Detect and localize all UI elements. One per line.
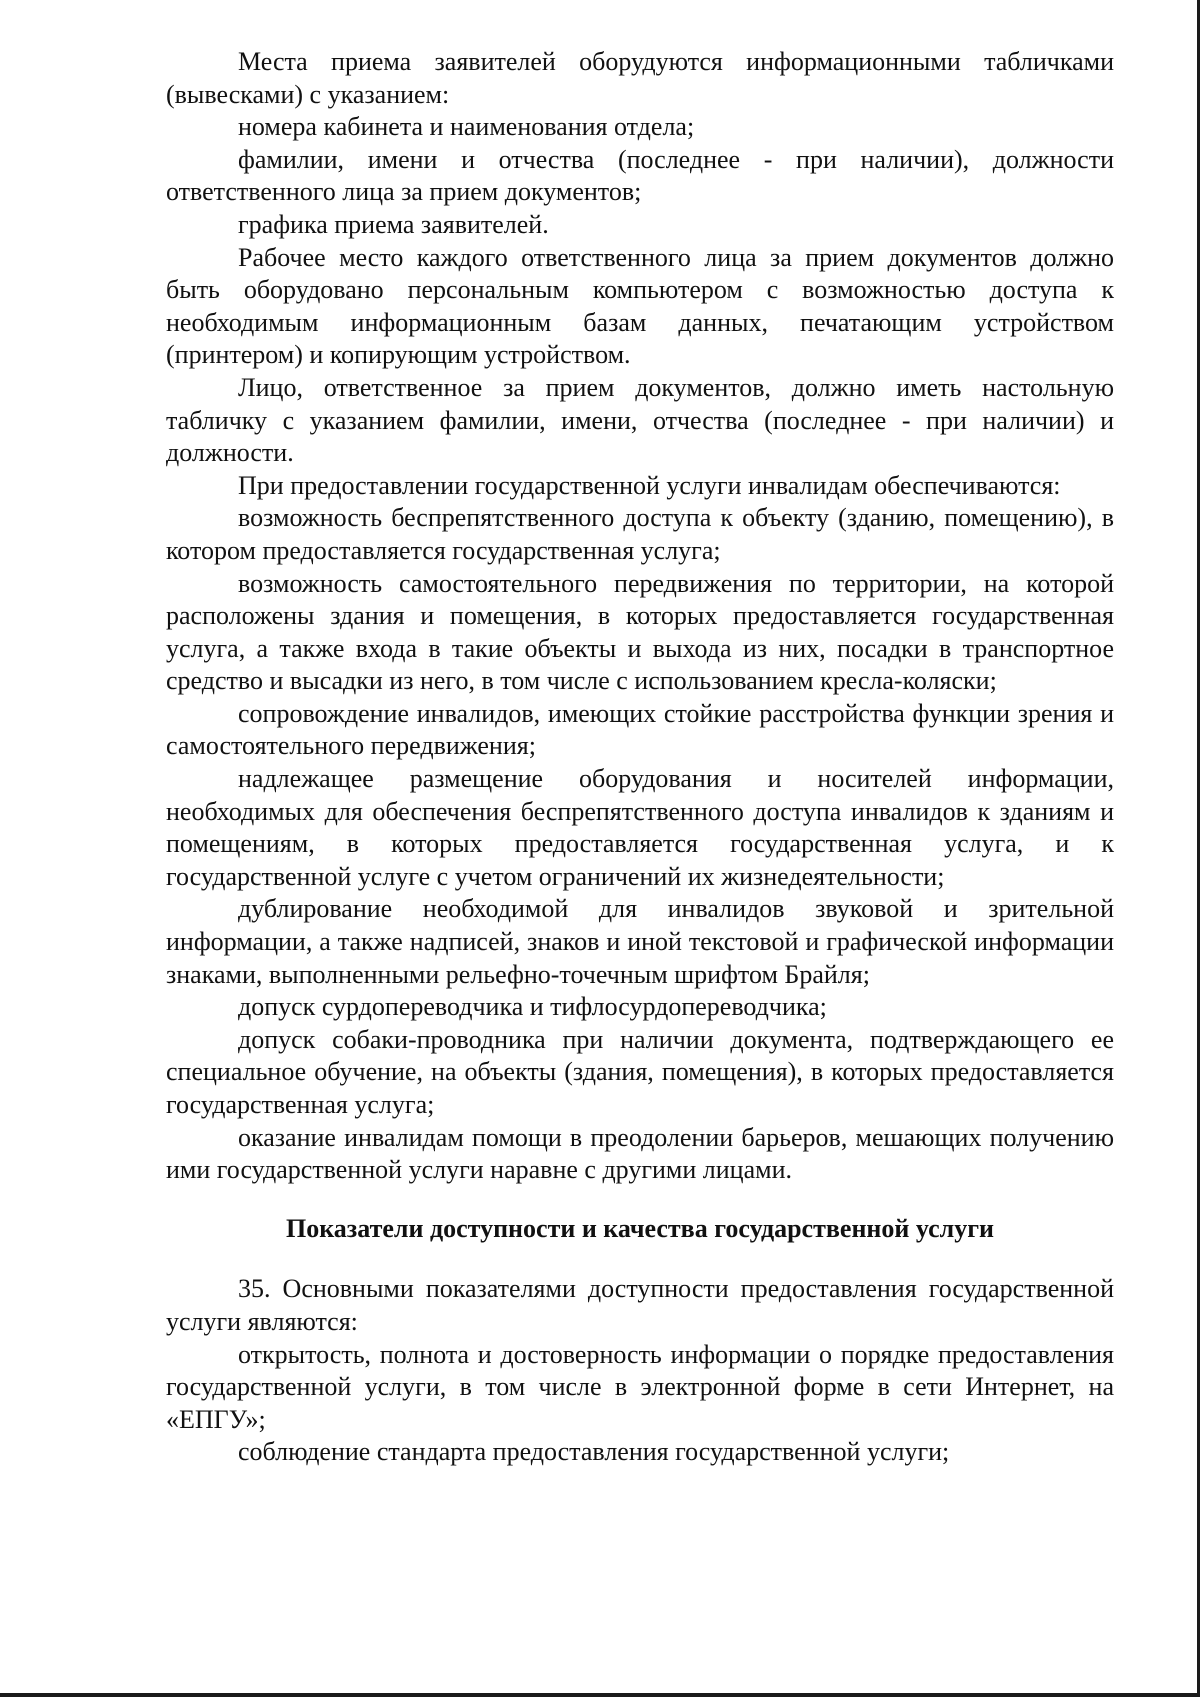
paragraph: сопровождение инвалидов, имеющих стойкие расстройства функции зрения и самостоятельного передвижения; [166,698,1114,761]
paragraph: При предоставлении государственной услуги инвалидам обеспечиваются: [238,470,1061,500]
paragraph: Рабочее место каждого ответственного лица за прием документов должно быть оборудовано персональным компьютером с возможностью доступа к необходимым информационным базам данных, печатающим устройством (принтером) и копирующим устройством. [166,242,1114,370]
paragraph: оказание инвалидам помощи в преодолении барьеров, мешающих получению ими государственной услуги наравне с другими лицами. [166,1122,1114,1185]
section-heading: Показатели доступности и качества государственной услуги [285,1213,995,1243]
paragraph: допуск сурдопереводчика и тифлосурдопереводчика; [238,992,827,1022]
paragraph: номера кабинета и наименования отдела; [238,112,695,142]
paragraph: дублирование необходимой для инвалидов звуковой и зрительной информации, а также надписей, знаков и иной текстовой и графической информации знаками, выполненными рельефно-точечным шрифтом Брайля; [166,894,1114,989]
document-body [166,46,1114,1469]
paragraph: открытость, полнота и достоверность информации о порядке предоставления государственной услуги, в том числе в электронной форме в сети Интернет, на «ЕПГУ»; [166,1339,1114,1434]
paragraph: 35. Основными показателями доступности предоставления государственной услуги являются: [166,1274,1114,1336]
scan-edge-bottom [0,1693,1200,1697]
paragraph: Лицо, ответственное за прием документов, должно иметь настольную табличку с указанием фамилии, имени, отчества (последнее - при наличии) и должности. [166,372,1114,468]
paragraph: фамилии, имени и отчества (последнее - при наличии), должности ответственного лица за прием документов; [166,144,1114,207]
paragraph: надлежащее размещение оборудования и носителей информации, необходимых для обеспечения беспрепятственного доступа инвалидов к зданиям и помещениям, в которых предоставляется государственная услуга, и к государственной услуге с учетом ограничений их жизнедеятельности; [166,764,1114,891]
paragraph: графика приема заявителей. [238,209,549,239]
paragraph: допуск собаки-проводника при наличии документа, подтверждающего ее специальное обучение, на объекты (здания, помещения), в которых предоставляется государственная услуга; [166,1024,1114,1119]
paragraph: возможность беспрепятственного доступа к объекту (зданию, помещению), в котором предоставляется государственная услуга; [166,503,1114,565]
paragraph: возможность самостоятельного передвижения по территории, на которой расположены здания и помещения, в которых предоставляется государственная услуга, а также входа в такие объекты и выхода из них, посадки в транспортное средство и высадки из него, в том числе с использованием кресла-коляски; [166,568,1114,696]
paragraph: Места приема заявителей оборудуются информационными табличками (вывесками) с указанием: [166,47,1114,109]
paragraph: соблюдение стандарта предоставления государственной услуги; [238,1437,950,1467]
